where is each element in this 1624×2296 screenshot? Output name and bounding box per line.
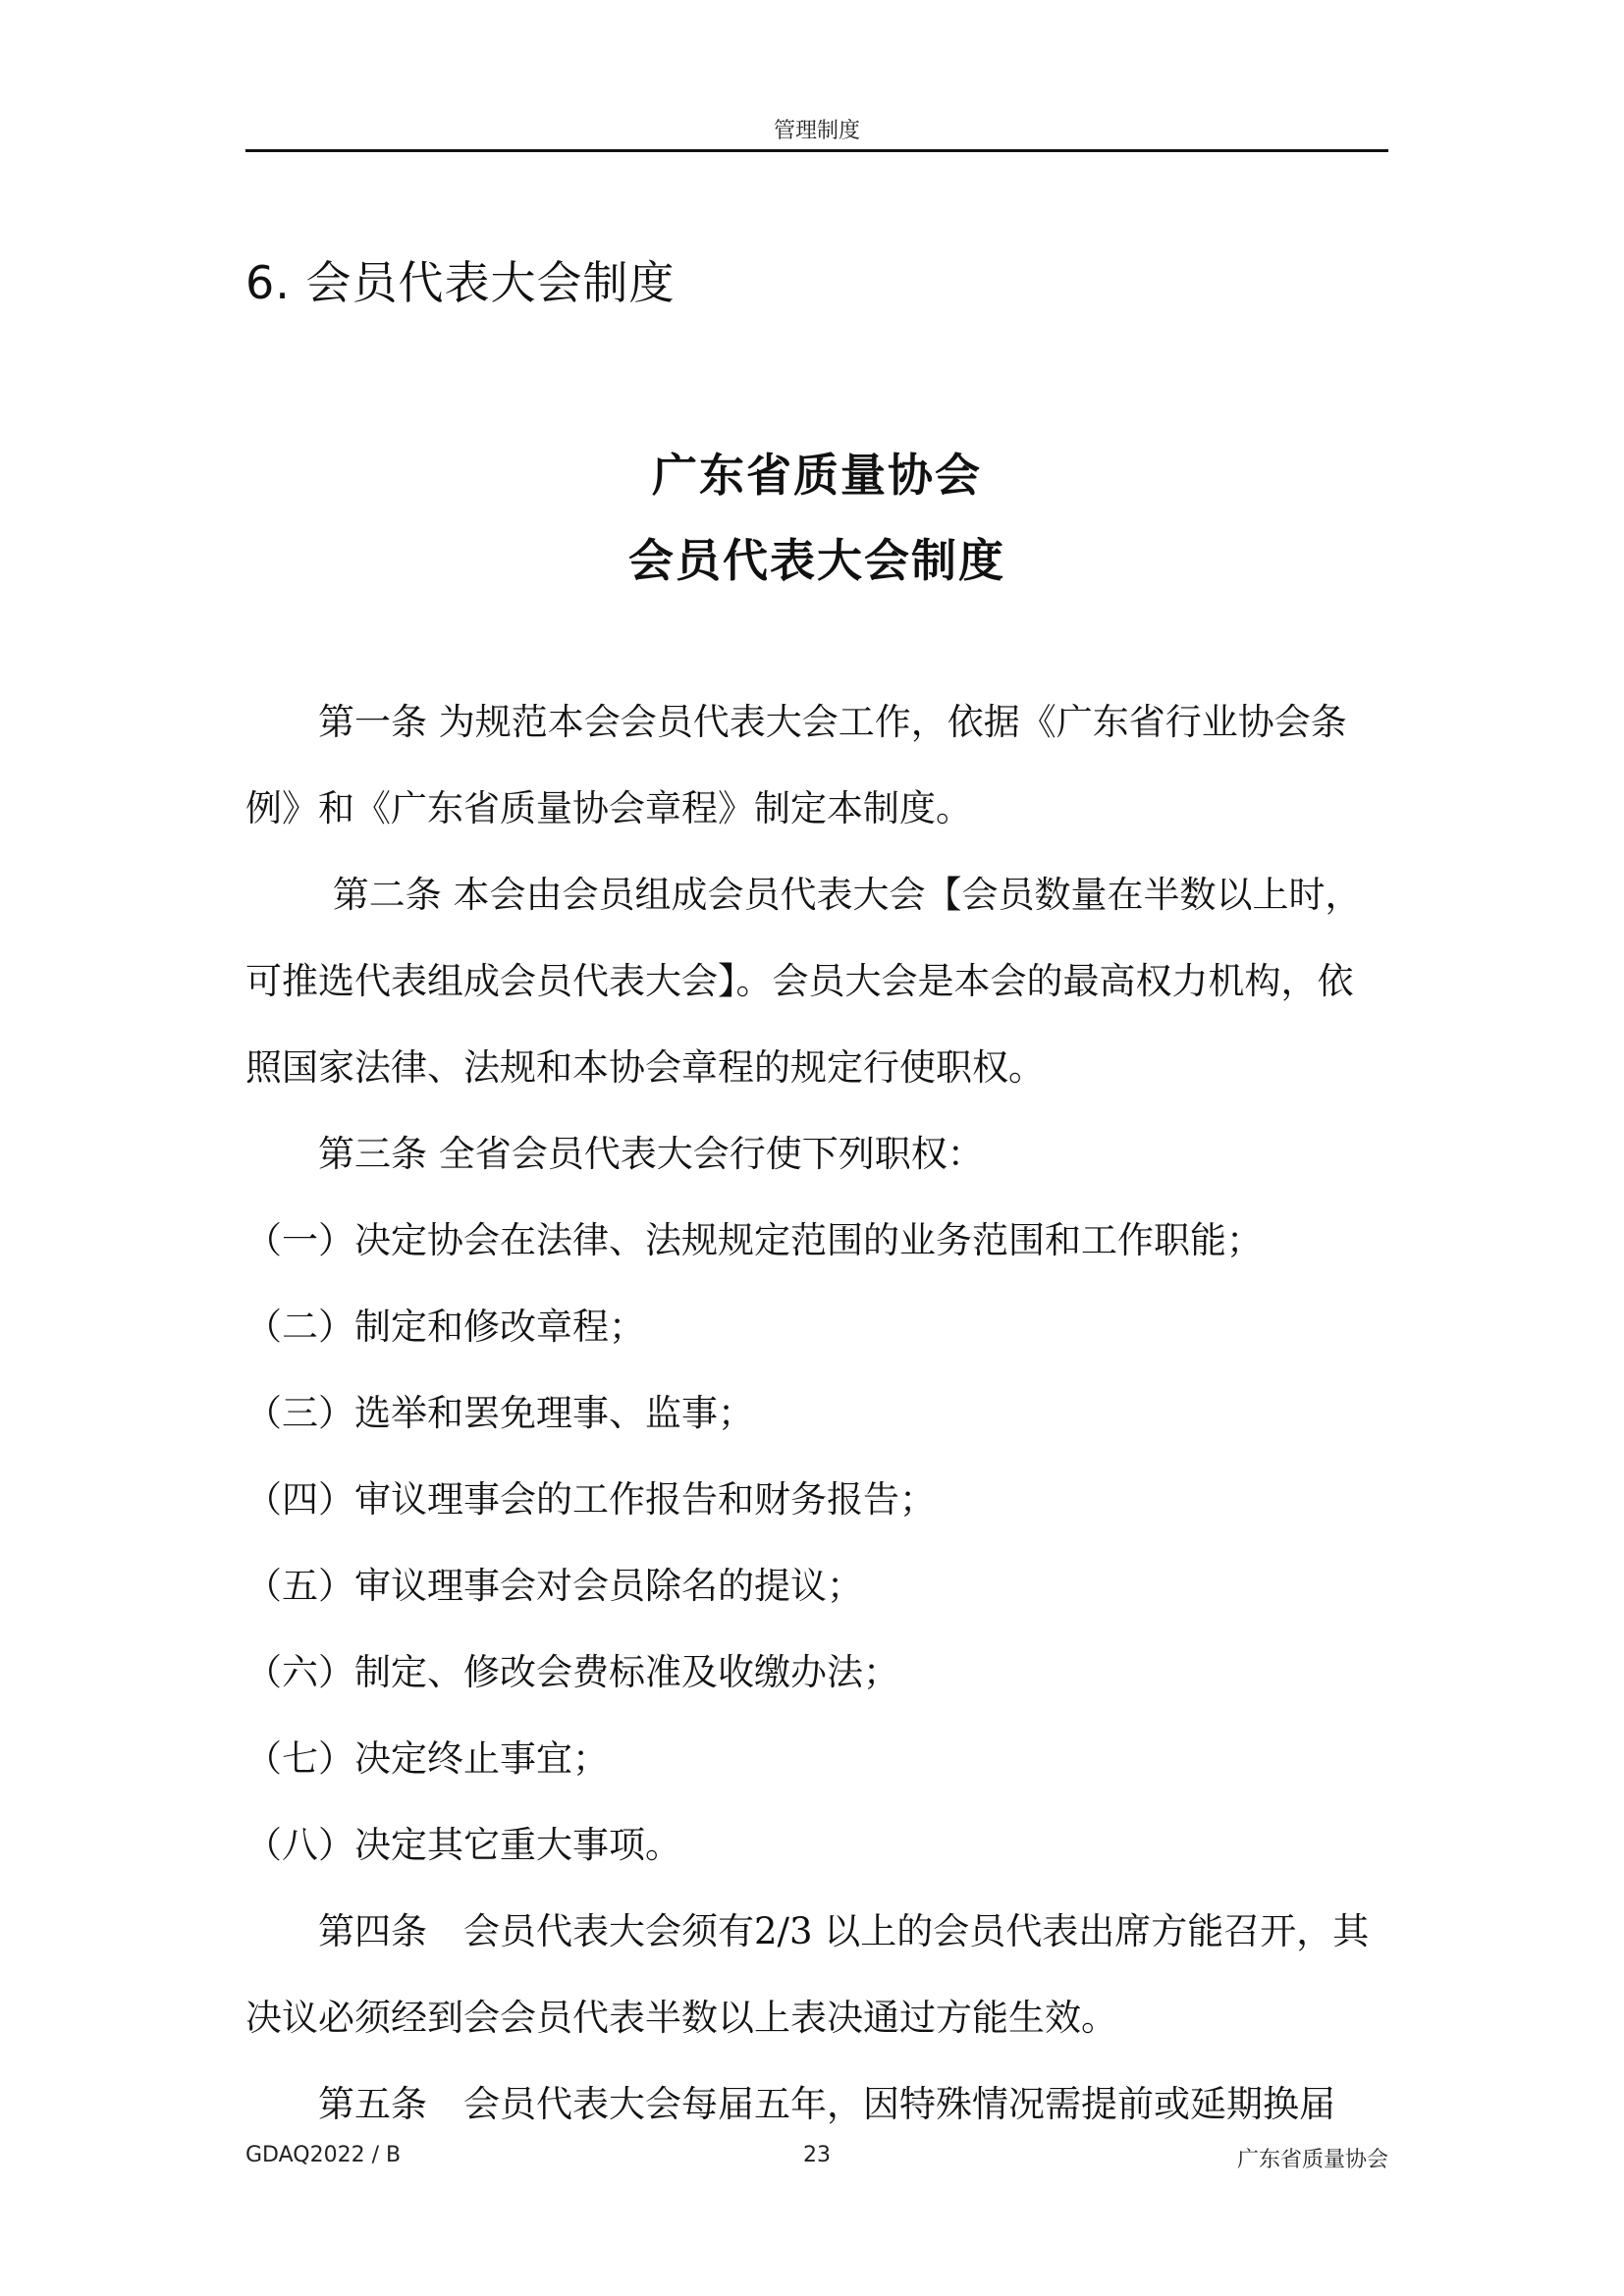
article-3-item: （四）审议理事会的工作报告和财务报告； (245, 1478, 936, 1521)
header-divider (245, 149, 1388, 152)
article-3-item: （三）选举和罢免理事、监事； (245, 1392, 754, 1434)
footer-page-number: 23 (803, 2143, 831, 2167)
article-3-item: （一）决定协会在法律、法规规定范围的业务范围和工作职能； (245, 1219, 1263, 1261)
document-body (245, 679, 1388, 2148)
header-title: 管理制度 (773, 119, 860, 143)
article-3-item: （二）制定和修改章程； (245, 1306, 645, 1348)
article-3-item: （六）制定、修改会费标准及收缴办法； (245, 1651, 899, 1693)
footer-document-code: GDAQ2022 / B (245, 2143, 402, 2167)
article-3-item: （八）决定其它重大事项。 (245, 1824, 681, 1866)
document-title-name: 会员代表大会制度 (628, 534, 1005, 587)
document-title-organization: 广东省质量协会 (652, 449, 982, 502)
section-heading: 6. 会员代表大会制度 (245, 256, 676, 309)
article-1: 第一条 为规范本会会员代表大会工作，依据《广东省行业协会条例》和《广东省质量协会章程》制定本制度。 (245, 701, 1347, 829)
article-4: 第四条 会员代表大会须有2/3 以上的会员代表出席方能召开，其决议必须经到会会员代表半数以上表决通过方能生效。 (245, 1910, 1370, 2039)
article-3-item: （五）审议理事会对会员除名的提议； (245, 1565, 863, 1607)
article-3-item: （七）决定终止事宜； (245, 1737, 609, 1780)
article-5: 第五条 会员代表大会每届五年，因特殊情况需提前或延期换届 (318, 2083, 1335, 2125)
footer-organization: 广东省质量协会 (1236, 2148, 1388, 2172)
article-3: 第三条 全省会员代表大会行使下列职权： (318, 1133, 984, 1175)
article-2: 第二条 本会由会员组成会员代表大会【会员数量在半数以上时，可推选代表组成会员代表大会】。会员大会是本会的最高权力机构，依照国家法律、法规和本协会章程的规定行使职权。 (245, 874, 1362, 1089)
